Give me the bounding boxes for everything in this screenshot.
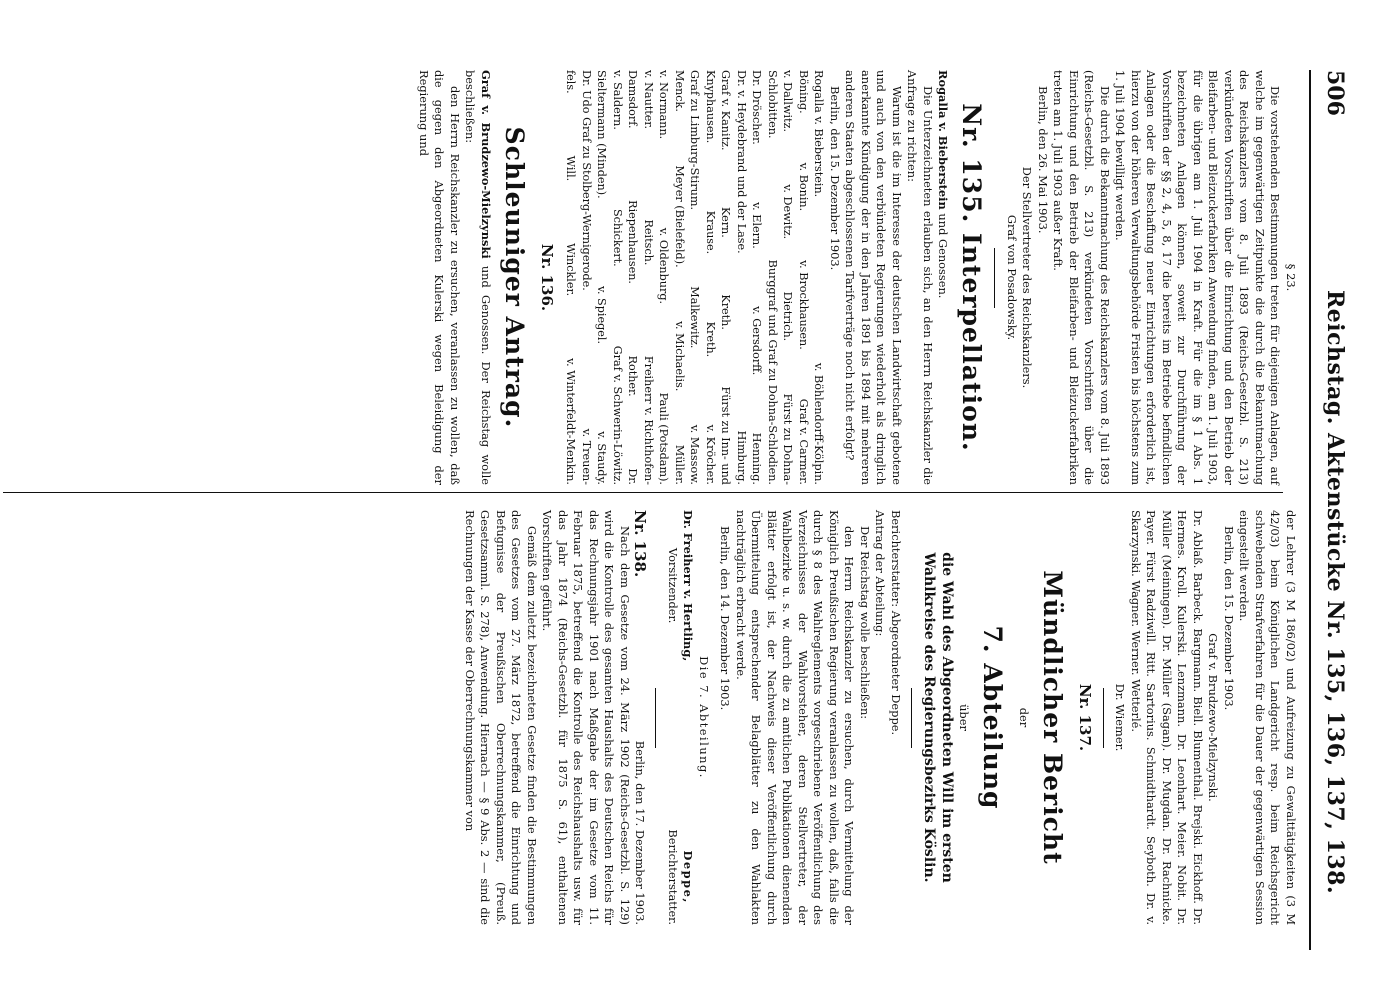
signatory-name: Dietrich.	[781, 291, 795, 342]
signatory-row	[734, 70, 750, 485]
signatory-name: Kreth.	[704, 321, 717, 358]
signatory-row	[765, 70, 781, 485]
signatory-row	[563, 70, 579, 485]
signatory-row	[749, 70, 765, 485]
signatory-name: v. Spiegel.	[595, 285, 609, 344]
signatory-name: v. Nautter.	[642, 70, 655, 130]
intro-rest: und Genossen. Der Reichstag wolle beschließen:	[463, 70, 493, 485]
date-line: Berlin, den 14. Dezember 1903.	[718, 526, 733, 711]
signatory-name: v. Oldenburg.	[657, 227, 671, 305]
signatory-name: fels.	[564, 70, 578, 94]
signatory-name: v. Böhlendorff-Kölpin.	[812, 362, 826, 485]
signatory-name: v. Treuen-	[580, 428, 593, 485]
paragraph: Die Unterzeichneten erlauben sich, an den Herrn Reichskanzler die Anfrage zu richten:	[905, 70, 935, 485]
chair-signature	[665, 510, 696, 661]
signatory-name: Dr. Udo Graf zu Stolberg-Wernigerode.	[580, 70, 593, 291]
doc-136-title: Schleuniger Antrag.	[500, 126, 529, 429]
page-number: 506	[1322, 70, 1348, 116]
doc-title: Interpellation.	[957, 233, 987, 452]
signatory-name: v. Dallwitz.	[781, 70, 795, 132]
signature-block	[665, 510, 696, 925]
signatory-name: v. Kröcher.	[704, 424, 717, 485]
signatory-name: v. Massow.	[688, 424, 702, 485]
chair-name: Dr. Freiherr v. Hertling,	[681, 510, 696, 662]
signatory-row	[656, 70, 672, 485]
reporter-signature	[665, 829, 696, 925]
doc-136-number: Nr. 136.	[538, 243, 556, 312]
signatory-name: Böning.	[797, 70, 810, 114]
signatory-name: Dr. Dröscher.	[750, 70, 764, 145]
signatory-name: v. Saldern.	[611, 70, 624, 130]
signatory-name: Krause.	[704, 210, 717, 255]
signer-name: Graf v. Brudzewo-Mielzynski.	[1206, 633, 1221, 802]
paragraph: den Herrn Reichskanzler zu ersuchen, durch Vermittelung der Königlich Preußischen Regierung veranlassen zu wollen, daß, falls die durch § 8 des Wahlreglements vorgeschriebene Veröffentlichung des Verzeichnisses der Wahlvorsteher, deren Stellvertreter, der Wahlbezirke u. s. w. durch die zu amtlichen Publikationen dienenden Blätter erfolgt ist, der Nachweis dieser Veröffentlichung durch Übermittelung entsprechender Belagblätter zu den Wahlakten nachträglich erbracht werde.	[734, 510, 857, 925]
signatory-row	[780, 70, 796, 485]
signatory-name: Riepenhausen.	[626, 200, 640, 284]
signatory-row	[703, 70, 719, 485]
signatory-name: Schlobitten.	[766, 70, 779, 139]
signatory-row	[687, 70, 703, 485]
page-header	[1318, 70, 1348, 970]
signatory-name: Fürst zu Dohna-	[781, 393, 795, 485]
signatory-name: Will.	[564, 155, 578, 182]
signatory-name: Meyer (Bielefeld).	[673, 165, 686, 268]
signatory-name: v. Winterfeldt-Menkin.	[564, 358, 578, 485]
left-column	[416, 70, 1299, 485]
signatory-name: v. Bonin.	[797, 162, 810, 212]
separator-rule	[1103, 688, 1104, 748]
paragraph: den Herrn Reichskanzler zu ersuchen, veranlassen zu wollen, daß die gegen den Abgeordneten Kulerski wegen Beleidigung der Regierung und	[417, 70, 462, 485]
doc-138-number: Nr. 138.	[631, 510, 650, 578]
intro-names: Rogalla v. Bieberstein	[936, 70, 951, 210]
signatory-row	[610, 70, 626, 485]
signatory-name: Graf v. Schwerin-Löwitz.	[611, 345, 624, 485]
signatory-name: Rogalla v. Bieberstein.	[812, 70, 826, 198]
intro-rest: und Genossen.	[936, 213, 951, 299]
signatory-name: Fürst zu Inn- und	[719, 386, 733, 485]
reporter-role: Berichterstatter.	[666, 829, 680, 925]
signatory-name: v. Gersdorff.	[750, 306, 764, 376]
signatory-name: Müller.	[673, 444, 686, 485]
resolution-line: Der Reichstag wolle beschließen:	[858, 526, 872, 720]
signatory-row	[718, 70, 734, 485]
signatory-list: Dr. Ablaß. Barbeck. Bargmann. Biell. Blumenthal. Brejski. Eickhoff. Dr. Hermes. Kroll. Kulerski. Lenzmann. Dr. Leonhart. Meier. Nobit. Dr. Müller (Meiningen). Dr. Müller (Sagan). Dr. Mugdan. Dr. Rachnicke. Payer. Fürst Radziwill. Ritt. Sartorius. Schmidthardt. Seyboth. Dr. v. Skarzynski. Wagner. Werner. Wetterlé.	[1129, 510, 1205, 925]
paragraph: der Lehrer (3 M 186/02) und Aufreizung zu Gewalttätigkeiten (3 M 42/03) beim Königlichen Landgericht resp. beim Reichsgericht schwebenden Strafverfahren für die Dauer der gegenwärtigen Session eingestellt werden.	[1237, 510, 1298, 925]
running-head: Reichstag. Aktenstücke Nr. 135, 136, 137, 138.	[1322, 290, 1348, 895]
signatory-name: Schickert.	[611, 208, 624, 267]
signatory-name: v. Michaelis.	[673, 321, 686, 392]
signatory-name: Kern.	[719, 207, 733, 238]
signatory-row	[625, 70, 641, 485]
date-line: Berlin, den 15. Dezember 1903.	[828, 86, 842, 271]
signatory-name: Graf v. Carmer.	[797, 398, 810, 485]
signatory-name: Dr.	[626, 468, 640, 485]
signatory-name: Himburg.	[735, 430, 748, 485]
signatory-name: Menck.	[673, 70, 686, 112]
doc-138-heading	[632, 510, 648, 925]
signatory-row	[641, 70, 657, 485]
signatory-name: Graf v. Kanitz.	[719, 70, 733, 151]
section-heading: § 23.	[1284, 263, 1298, 292]
separator-rule	[656, 688, 657, 748]
doc-137-committee: 7. Abteilung	[978, 625, 1008, 810]
signatory-row	[672, 70, 688, 485]
doc-number: Nr. 135.	[957, 103, 987, 224]
paragraph: Nach dem Gesetze vom 24. März 1902 (Reichs-Gesetzbl. S. 129) wird die Kontrolle des gesamten Haushalts des Deutschen Reichs für das Rechnungsjahr 1901 nach Maßgabe der im Gesetze vom 11. Februar 1875, betreffend die Kontrolle des Reichshaushalts usw. für das Jahr 1874 (Reichs-Gesetzbl. für 1875 S. 61), enthaltenen Vorschriften geführt.	[540, 510, 632, 925]
reporter-name: Deppe,	[681, 850, 696, 904]
date-line: Berlin, den 26. Mai 1903.	[1036, 86, 1050, 234]
reporter-line: Berichterstatter: Abgeordneter Deppe.	[889, 510, 903, 736]
doc-137-number: Nr. 137.	[1076, 683, 1094, 752]
intro-line	[462, 70, 493, 485]
title-connector: der	[1017, 707, 1031, 728]
signatory-name: v. Brockhausen.	[797, 260, 810, 350]
signatory-name: Knyphausen.	[704, 70, 717, 144]
signatory-name: Sieltermann (Minden).	[595, 70, 609, 199]
intro-names: Graf v. Brudzewo-Mielzynski	[479, 70, 493, 259]
paragraph: Die durch die Bekanntmachung des Reichskanzlers vom 8. Juli 1893 (Reichs-Gesetzbl. S. 213) verkündeten Vorschriften über die Einrichtung und den Betrieb der Bleifarben- und Bleizuckerfabriken treten am 1. Juli 1903 außer Kraft.	[1051, 70, 1112, 485]
signatory-row	[579, 70, 595, 485]
column-rule	[3, 492, 1283, 493]
motion-label: Antrag der Abteilung:	[873, 510, 888, 637]
intro-line	[935, 70, 951, 485]
date-line: Berlin, den 17. Dezember 1903.	[633, 740, 648, 925]
signatory-name: Malkewitz.	[688, 286, 702, 349]
signatory-name: Kreth.	[719, 294, 733, 330]
signatory-name: Burggraf und Graf zu Dohna-Schlodien.	[766, 259, 779, 485]
doc-135-heading	[957, 70, 987, 485]
signatory-name: Henning.	[750, 432, 764, 485]
signatory-name: Damsdorf.	[626, 70, 640, 129]
signatory-name: Reitsch.	[642, 219, 655, 266]
signatory-name: v. Staudy.	[595, 431, 609, 485]
signatory-name: v. Normann.	[657, 70, 671, 140]
separator-rule	[995, 248, 996, 308]
signatory-name: Rother.	[626, 355, 640, 397]
signatory-name: Graf zu Limburg-Stirum.	[688, 70, 702, 211]
signatory-row	[811, 70, 827, 485]
signer-name: Dr. Wiemer.	[1113, 683, 1128, 752]
title-connector: über	[957, 704, 972, 731]
committee-name: Die 7. Abteilung.	[697, 656, 711, 779]
signatory-name: Freiherr v. Richthofen-	[642, 355, 655, 485]
header-rule	[1309, 70, 1311, 950]
signatory-name: v. Elern.	[750, 202, 764, 249]
signatory-name: Pauli (Potsdam).	[657, 392, 671, 485]
signatory-name: Dr. v. Heydebrand und der Lase.	[735, 70, 748, 254]
paragraph: Gemäß dem zuletzt bezeichneten Gesetze finden die Bestimmungen des Gesetzes vom 27. März 1872, betreffend die Einrichtung und Befugnisse der Preußischen Oberrechnungskammer, (Preuß. Gesetzsamml. S. 278), Anwendung. Hiernach — § 9 Abs. 2 — sind die Rechnungen der Kasse der Oberrechnungskammer von	[463, 510, 539, 925]
signer-role: Der Stellvertreter des Reichskanzlers.	[1020, 166, 1035, 389]
doc-137-subject: die Wahl des Abgeordneten Will im ersten Wahlkreise des Regierungsbezirks Köslin.	[921, 552, 955, 883]
right-column	[462, 510, 1299, 925]
separator-rule	[911, 688, 912, 748]
signatory-name: Winckler.	[564, 243, 578, 297]
signatory-list	[563, 70, 827, 485]
doc-137-title: Mündlicher Bericht	[1038, 570, 1067, 865]
date-line: Berlin, den 15. Dezember 1903.	[1222, 526, 1236, 711]
signatory-name: v. Dewitz.	[781, 184, 795, 240]
signatory-row	[796, 70, 812, 485]
signatory-row	[594, 70, 610, 485]
signer-name: Graf von Posadowsky.	[1005, 214, 1019, 341]
chair-role: Vorsitzender.	[666, 547, 680, 624]
paragraph: Die vorstehenden Bestimmungen treten für diejenigen Anlagen, auf welche im gegenwärtigen Zeitpunkte die durch die Bekanntmachung des Reichskanzlers vom 8. Juli 1893 (Reichs-Gesetzbl. S. 213) verkündeten Vorschriften über die Einrichtung und den Betrieb der Bleifarben- und Bleizuckerfabriken Anwendung finden, am 1. Juli 1903, für die übrigen am 1. Juli 1904 in Kraft. Für die im § 1 Abs. 1 bezeichneten Anlagen können, soweit zur Durchführung der Vorschriften der §§ 2, 4, 5, 8, 17 die bereits im Betriebe befindlichen Anlagen oder die Beschaffung neuer Einrichtungen erforderlich ist, hierzu von der höheren Verwaltungsbehörde Fristen bis höchstens zum 1. Juli 1904 bewilligt werden.	[1113, 70, 1283, 485]
paragraph: Warum ist die im Interesse der deutschen Landwirtschaft gebotene und auch von den verbündeten Regierungen wiederholt als dringlich anerkannte Kündigung der in den Jahren 1891 bis 1894 mit mehreren anderen Staaten abgeschlossenen Tarifverträge noch nicht erfolgt?	[843, 70, 904, 485]
